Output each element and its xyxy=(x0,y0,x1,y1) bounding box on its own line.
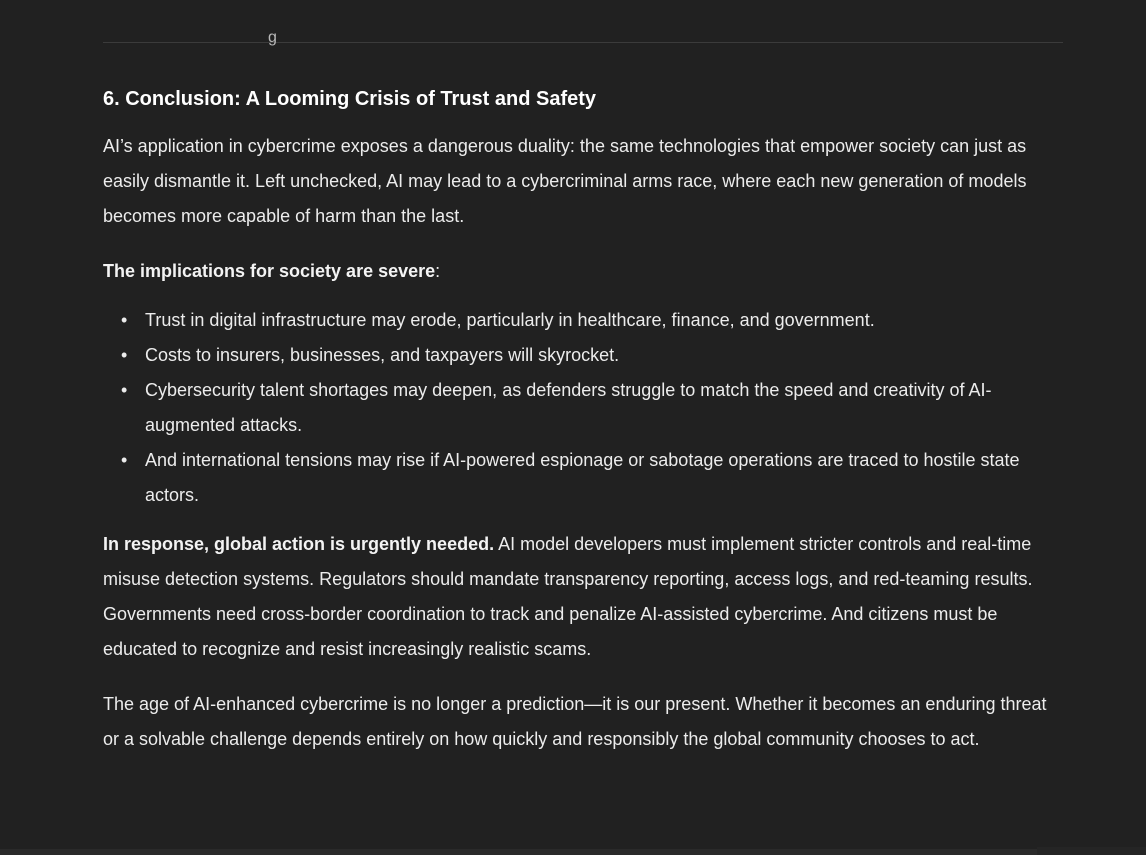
list-item: • And international tensions may rise if AI-powered espionage or sabotage operations are traced to hostile state actors. xyxy=(145,443,1063,513)
section-divider xyxy=(103,42,1063,43)
list-item: • Cybersecurity talent shortages may deepen, as defenders struggle to match the speed and creativity of AI-augmented attacks. xyxy=(145,373,1063,443)
closing-paragraph: The age of AI-enhanced cybercrime is no longer a prediction—it is our present. Whether it becomes an enduring threat or a solvable challenge depends entirely on how quickly and responsibly the global community chooses to act. xyxy=(103,694,1047,749)
response-rest: AI model developers must implement stricter controls and real-time misuse detection systems. Regulators should mandate transparency reporting, access logs, and red-teaming results. Governments need cross-border coordination to track and penalize AI-assisted cybercrime. And citizens must be educated to recognize and resist increasingly realistic scams. xyxy=(103,534,1033,659)
implications-lead-colon: : xyxy=(435,261,441,281)
implications-bullet-list xyxy=(103,303,1063,513)
list-item: • Trust in digital infrastructure may erode, particularly in healthcare, finance, and government. xyxy=(145,303,1063,338)
implications-lead-bold: The implications for society are severe xyxy=(103,261,436,281)
response-lead-bold: In response, global action is urgently needed. xyxy=(103,534,495,554)
clipped-text-fragment: g xyxy=(268,29,277,46)
section-heading: 6. Conclusion: A Looming Crisis of Trust and Safety xyxy=(103,88,597,110)
list-item: • Costs to insurers, businesses, and taxpayers will skyrocket. xyxy=(145,338,1063,373)
response-paragraph xyxy=(103,527,1063,667)
intro-paragraph: AI’s application in cybercrime exposes a dangerous duality: the same technologies that empower society can just as easily dismantle it. Left unchecked, AI may lead to a cybercriminal arms race, where each new generation of models becomes more capable of harm than the last. xyxy=(103,136,1027,226)
implications-lead-paragraph xyxy=(103,254,1063,289)
chat-message-body xyxy=(0,29,1146,757)
bottom-edge-panel-right xyxy=(1037,847,1146,855)
bottom-edge-panel xyxy=(0,849,1037,855)
